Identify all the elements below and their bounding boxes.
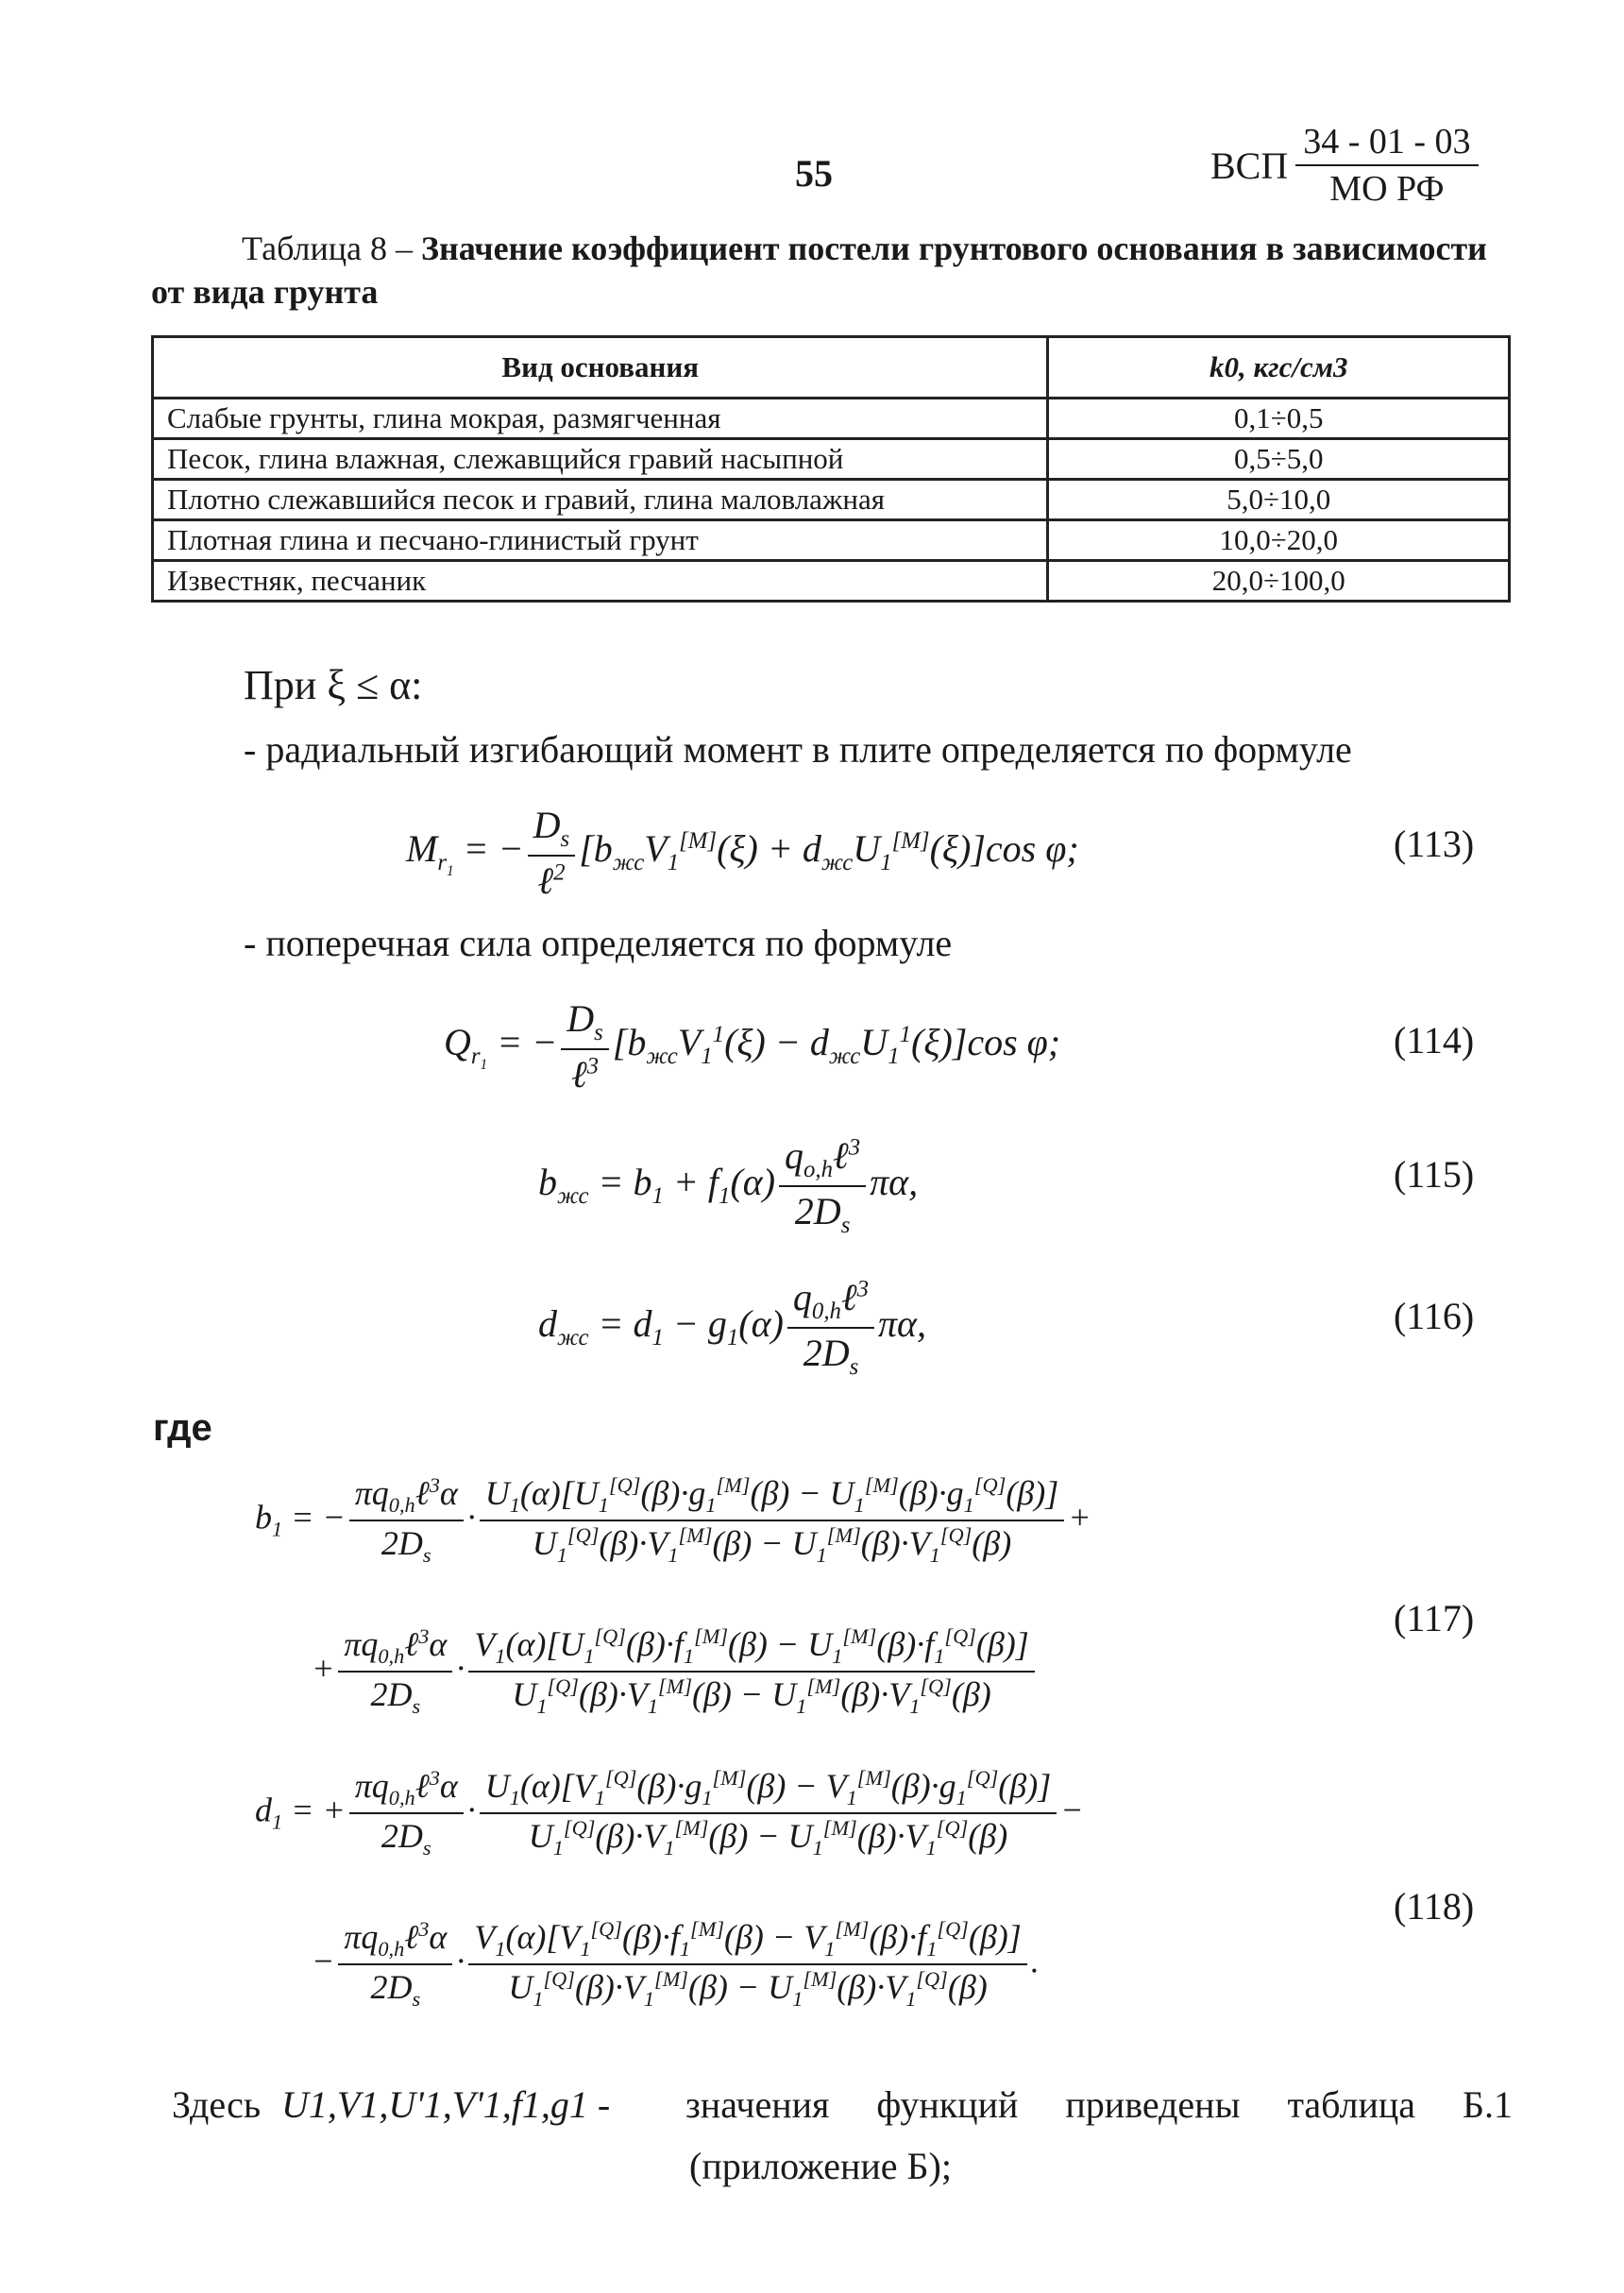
column-header-k0: k0, кгс/см3 — [1048, 337, 1510, 399]
footnote-text-continued: (приложение Б); — [689, 2145, 952, 2187]
condition-text: При ξ ≤ α: — [244, 662, 423, 708]
footnote-variables: U1,V1,U'1,V'1,f1,g1 - — [281, 2083, 611, 2126]
table-caption-prefix: Таблица 8 – — [242, 229, 421, 267]
formula-117-line1: $b_1$ = − $\frac{\pi q_{0,h}\ell^3\alpha}{2D_s}$ · $\frac{U_1(\alpha)[U_1^{[Q]}(\beta)\cdot g_1^{[M]}(\beta) - U_1^{[M]}(\beta)\cdot g_1^{[Q]}(\beta)]}{U_1^{[Q]}(\beta)\cdot V_1^{[M]}(\beta) - U_1^{[M]}(\beta)\cdot V_1^{[Q]}(\beta)}$ + — [255, 1473, 1091, 1568]
equation-number-116: (116) — [1394, 1295, 1475, 1337]
formula-118-line1: $d_1$ = + $\frac{\pi q_{0,h}\ell^3\alpha}{2D_s}$ · $\frac{U_1(\alpha)[V_1^{[Q]}(\beta)\cdot g_1^{[M]}(\beta) - V_1^{[M]}(\beta)\cdot g_1^{[Q]}(\beta)]}{U_1^{[Q]}(\beta)\cdot V_1^{[M]}(\beta) - U_1^{[M]}(\beta)\cdot V_1^{[Q]}(\beta)}$ − — [255, 1766, 1084, 1860]
table-row — [153, 520, 1510, 561]
equation-number-118: (118) — [1394, 1885, 1475, 1928]
table-cell: Плотная глина и песчано-глинистый грунт — [153, 520, 1048, 561]
equation-number-113: (113) — [1394, 823, 1475, 865]
equation-number-115: (115) — [1394, 1153, 1475, 1196]
document-code-bottom: МО РФ — [1329, 169, 1445, 209]
footnote-prefix: Здесь — [172, 2083, 262, 2126]
table-header-row — [153, 337, 1510, 399]
formula-113: $M_{r_1}$ = − $\frac{D_s}{\ell^2}$ $[b_{жс}V_1[M](\xi) + d_{жс}U_1[M](\xi)]\cos$ φ; — [406, 804, 1079, 902]
column-header-base-type: Вид основания — [153, 337, 1048, 399]
table-cell: 0,5÷5,0 — [1048, 439, 1510, 480]
equation-number-114: (114) — [1394, 1019, 1475, 1062]
shear-force-text: - поперечная сила определяется по формуле — [244, 922, 953, 964]
soil-coefficient-table — [151, 335, 1511, 603]
table-cell: 20,0÷100,0 — [1048, 561, 1510, 602]
table-cell: Песок, глина влажная, слежавщийся гравий насыпной — [153, 439, 1048, 480]
footnote-text: значения функций приведены таблица Б.1 — [685, 2083, 1513, 2126]
table-cell: Известняк, песчаник — [153, 561, 1048, 602]
table-cell: 0,1÷0,5 — [1048, 399, 1510, 439]
table-caption-title: Значение коэффициент постели грунтового основания в зависимости от вида грунта — [151, 229, 1487, 311]
document-code-prefix: ВСП — [1210, 144, 1289, 187]
table-row — [153, 439, 1510, 480]
table-cell: Слабые грунты, глина мокрая, размягченная — [153, 399, 1048, 439]
where-label: где — [153, 1407, 212, 1449]
equation-number-117: (117) — [1394, 1597, 1475, 1639]
document-code — [1210, 121, 1479, 210]
table-row — [153, 480, 1510, 520]
radial-moment-text: - радиальный изгибающий момент в плите определяется по формуле — [244, 728, 1352, 771]
formula-118-line2: − $\frac{\pi q_{0,h}\ell^3\alpha}{2D_s}$ · $\frac{V_1(\alpha)[V_1^{[Q]}(\beta)\cdot f_1^{[M]}(\beta) - V_1^{[M]}(\beta)\cdot f_1^{[Q]}(\beta)]}{U_1^{[Q]}(\beta)\cdot V_1^{[M]}(\beta) - U_1^{[M]}(\beta)\cdot V_1^{[Q]}(\beta)}$ . — [312, 1917, 1040, 2012]
table-caption — [151, 227, 1511, 314]
formula-115: $b_{жс} = b_1 + f_1(\alpha)$ $\frac{q_{o,h}\ell^3}{2D_s}$ πα, — [538, 1134, 919, 1238]
table-row — [153, 399, 1510, 439]
table-cell: Плотно слежавшийся песок и гравий, глина маловлажная — [153, 480, 1048, 520]
formula-116: $d_{жс} = d_1 - g_1(\alpha)$ $\frac{q_{0,h}\ell^3}{2D_s}$ πα, — [538, 1276, 927, 1380]
table-cell: 10,0÷20,0 — [1048, 520, 1510, 561]
table-cell: 5,0÷10,0 — [1048, 480, 1510, 520]
document-code-top: 34 - 01 - 03 — [1295, 121, 1478, 166]
formula-117-line2: + $\frac{\pi q_{0,h}\ell^3\alpha}{2D_s}$ · $\frac{V_1(\alpha)[U_1^{[Q]}(\beta)\cdot f_1^{[M]}(\beta) - U_1^{[M]}(\beta)\cdot f_1^{[Q]}(\beta)]}{U_1^{[Q]}(\beta)\cdot V_1^{[M]}(\beta) - U_1^{[M]}(\beta)\cdot V_1^{[Q]}(\beta)}$ — [312, 1624, 1039, 1719]
formula-114: $Q_{r_1}$ = − $\frac{D_s}{\ell^3}$ $[b_{жс}V_1^1(\xi) - d_{жс}U_1^1(\xi)]\cos$ φ; — [444, 997, 1061, 1096]
table-row — [153, 561, 1510, 602]
page-number: 55 — [795, 152, 833, 195]
